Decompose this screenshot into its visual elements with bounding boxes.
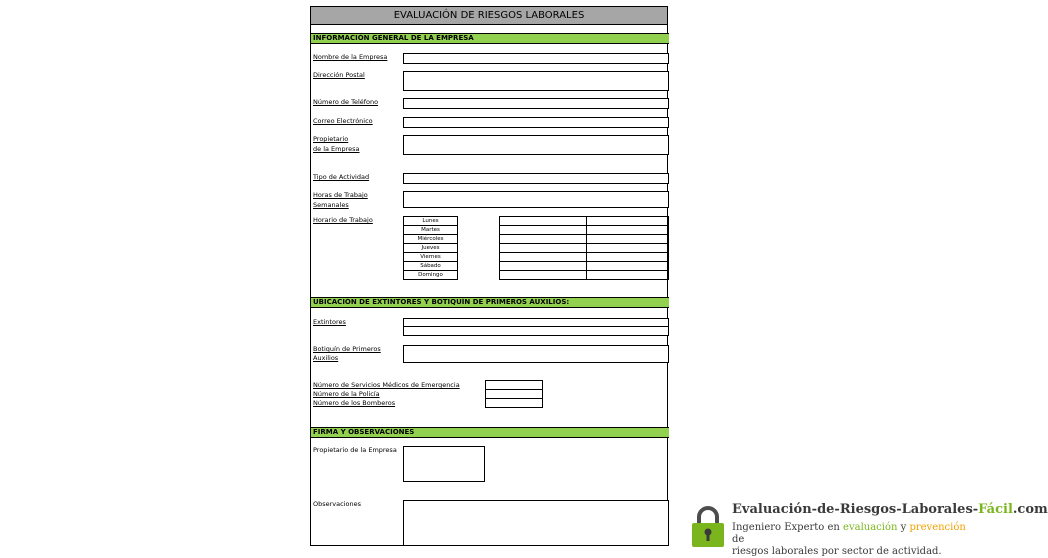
schedule-cell[interactable] xyxy=(500,271,587,280)
email-field[interactable] xyxy=(403,117,669,128)
label-work-schedule: Horario de Trabajo xyxy=(313,216,373,224)
first-aid-field[interactable] xyxy=(403,345,669,363)
day-cell: Jueves xyxy=(404,244,458,253)
firefighters-number-field[interactable] xyxy=(486,399,543,408)
police-number-field[interactable] xyxy=(486,390,543,399)
risk-evaluation-form xyxy=(310,6,668,546)
extinguishers-field-2[interactable] xyxy=(403,326,669,336)
schedule-cell[interactable] xyxy=(500,244,587,253)
schedule-cell[interactable] xyxy=(587,271,669,280)
label-observations: Observaciones xyxy=(313,500,361,508)
label-activity-type: Tipo de Actividad xyxy=(313,173,370,181)
label-first-aid-line1: Botiquín de Primeros xyxy=(313,345,381,353)
schedule-cell[interactable] xyxy=(587,244,669,253)
label-owner-line1: Propietario xyxy=(313,135,349,143)
owner-signature-field[interactable] xyxy=(403,446,485,482)
label-email: Correo Electrónico xyxy=(313,117,373,125)
day-cell: Domingo xyxy=(404,271,458,280)
label-firefighters: Número de los Bomberos xyxy=(313,399,396,407)
schedule-cell[interactable] xyxy=(587,262,669,271)
brand-title: Evaluación-de-Riesgos-Laborales-Fácil.com xyxy=(732,502,1048,517)
section-signature-header: FIRMA Y OBSERVACIONES xyxy=(311,427,669,438)
schedule-cell[interactable] xyxy=(500,235,587,244)
schedule-cell[interactable] xyxy=(587,235,669,244)
label-postal-address: Dirección Postal xyxy=(313,71,365,79)
day-cell: Sábado xyxy=(404,262,458,271)
section-general-info-header: INFORMACIÓN GENERAL DE LA EMPRESA xyxy=(311,33,669,44)
phone-number-field[interactable] xyxy=(403,98,669,109)
day-cell: Lunes xyxy=(404,217,458,226)
label-first-aid-line2: Auxilios xyxy=(313,354,339,362)
schedule-cell[interactable] xyxy=(587,253,669,262)
days-table xyxy=(403,216,458,280)
activity-type-field[interactable] xyxy=(403,173,669,184)
schedule-cell[interactable] xyxy=(500,262,587,271)
label-owner-signature: Propietario de la Empresa xyxy=(313,446,397,454)
company-name-field[interactable] xyxy=(403,53,669,64)
schedule-grid xyxy=(499,216,669,280)
day-cell: Viernes xyxy=(404,253,458,262)
label-weekly-hours-line2: Semanales xyxy=(313,201,349,209)
medical-number-field[interactable] xyxy=(486,381,543,390)
label-company-name: Nombre de la Empresa xyxy=(313,53,388,61)
lock-icon xyxy=(690,504,726,548)
observations-field[interactable] xyxy=(403,500,669,546)
label-police: Número de la Policía xyxy=(313,390,380,398)
form-title: EVALUACIÓN DE RIESGOS LABORALES xyxy=(311,7,667,25)
schedule-cell[interactable] xyxy=(500,253,587,262)
section-extinguishers-header: UBICACIÓN DE EXTINTORES Y BOTIQUÍN DE PRIMEROS AUXILIOS: xyxy=(311,297,669,308)
label-extinguishers: Extintores xyxy=(313,318,346,326)
brand-logo xyxy=(688,502,1048,557)
emergency-numbers-table xyxy=(485,380,543,408)
label-phone-number: Número de Teléfono xyxy=(313,98,379,106)
schedule-cell[interactable] xyxy=(500,217,587,226)
day-cell: Martes xyxy=(404,226,458,235)
schedule-cell[interactable] xyxy=(587,217,669,226)
schedule-cell[interactable] xyxy=(500,226,587,235)
label-weekly-hours-line1: Horas de Trabajo xyxy=(313,191,368,199)
owner-field[interactable] xyxy=(403,135,669,155)
label-medical-services: Número de Servicios Médicos de Emergencia xyxy=(313,381,460,389)
label-owner-line2: de la Empresa xyxy=(313,145,360,153)
day-cell: Miércoles xyxy=(404,235,458,244)
brand-subtitle: Ingeniero Experto en evaluación y prevención de riesgos laborales por sector de actividad. xyxy=(732,522,966,557)
postal-address-field[interactable] xyxy=(403,71,669,91)
weekly-hours-field[interactable] xyxy=(403,191,669,208)
schedule-cell[interactable] xyxy=(587,226,669,235)
